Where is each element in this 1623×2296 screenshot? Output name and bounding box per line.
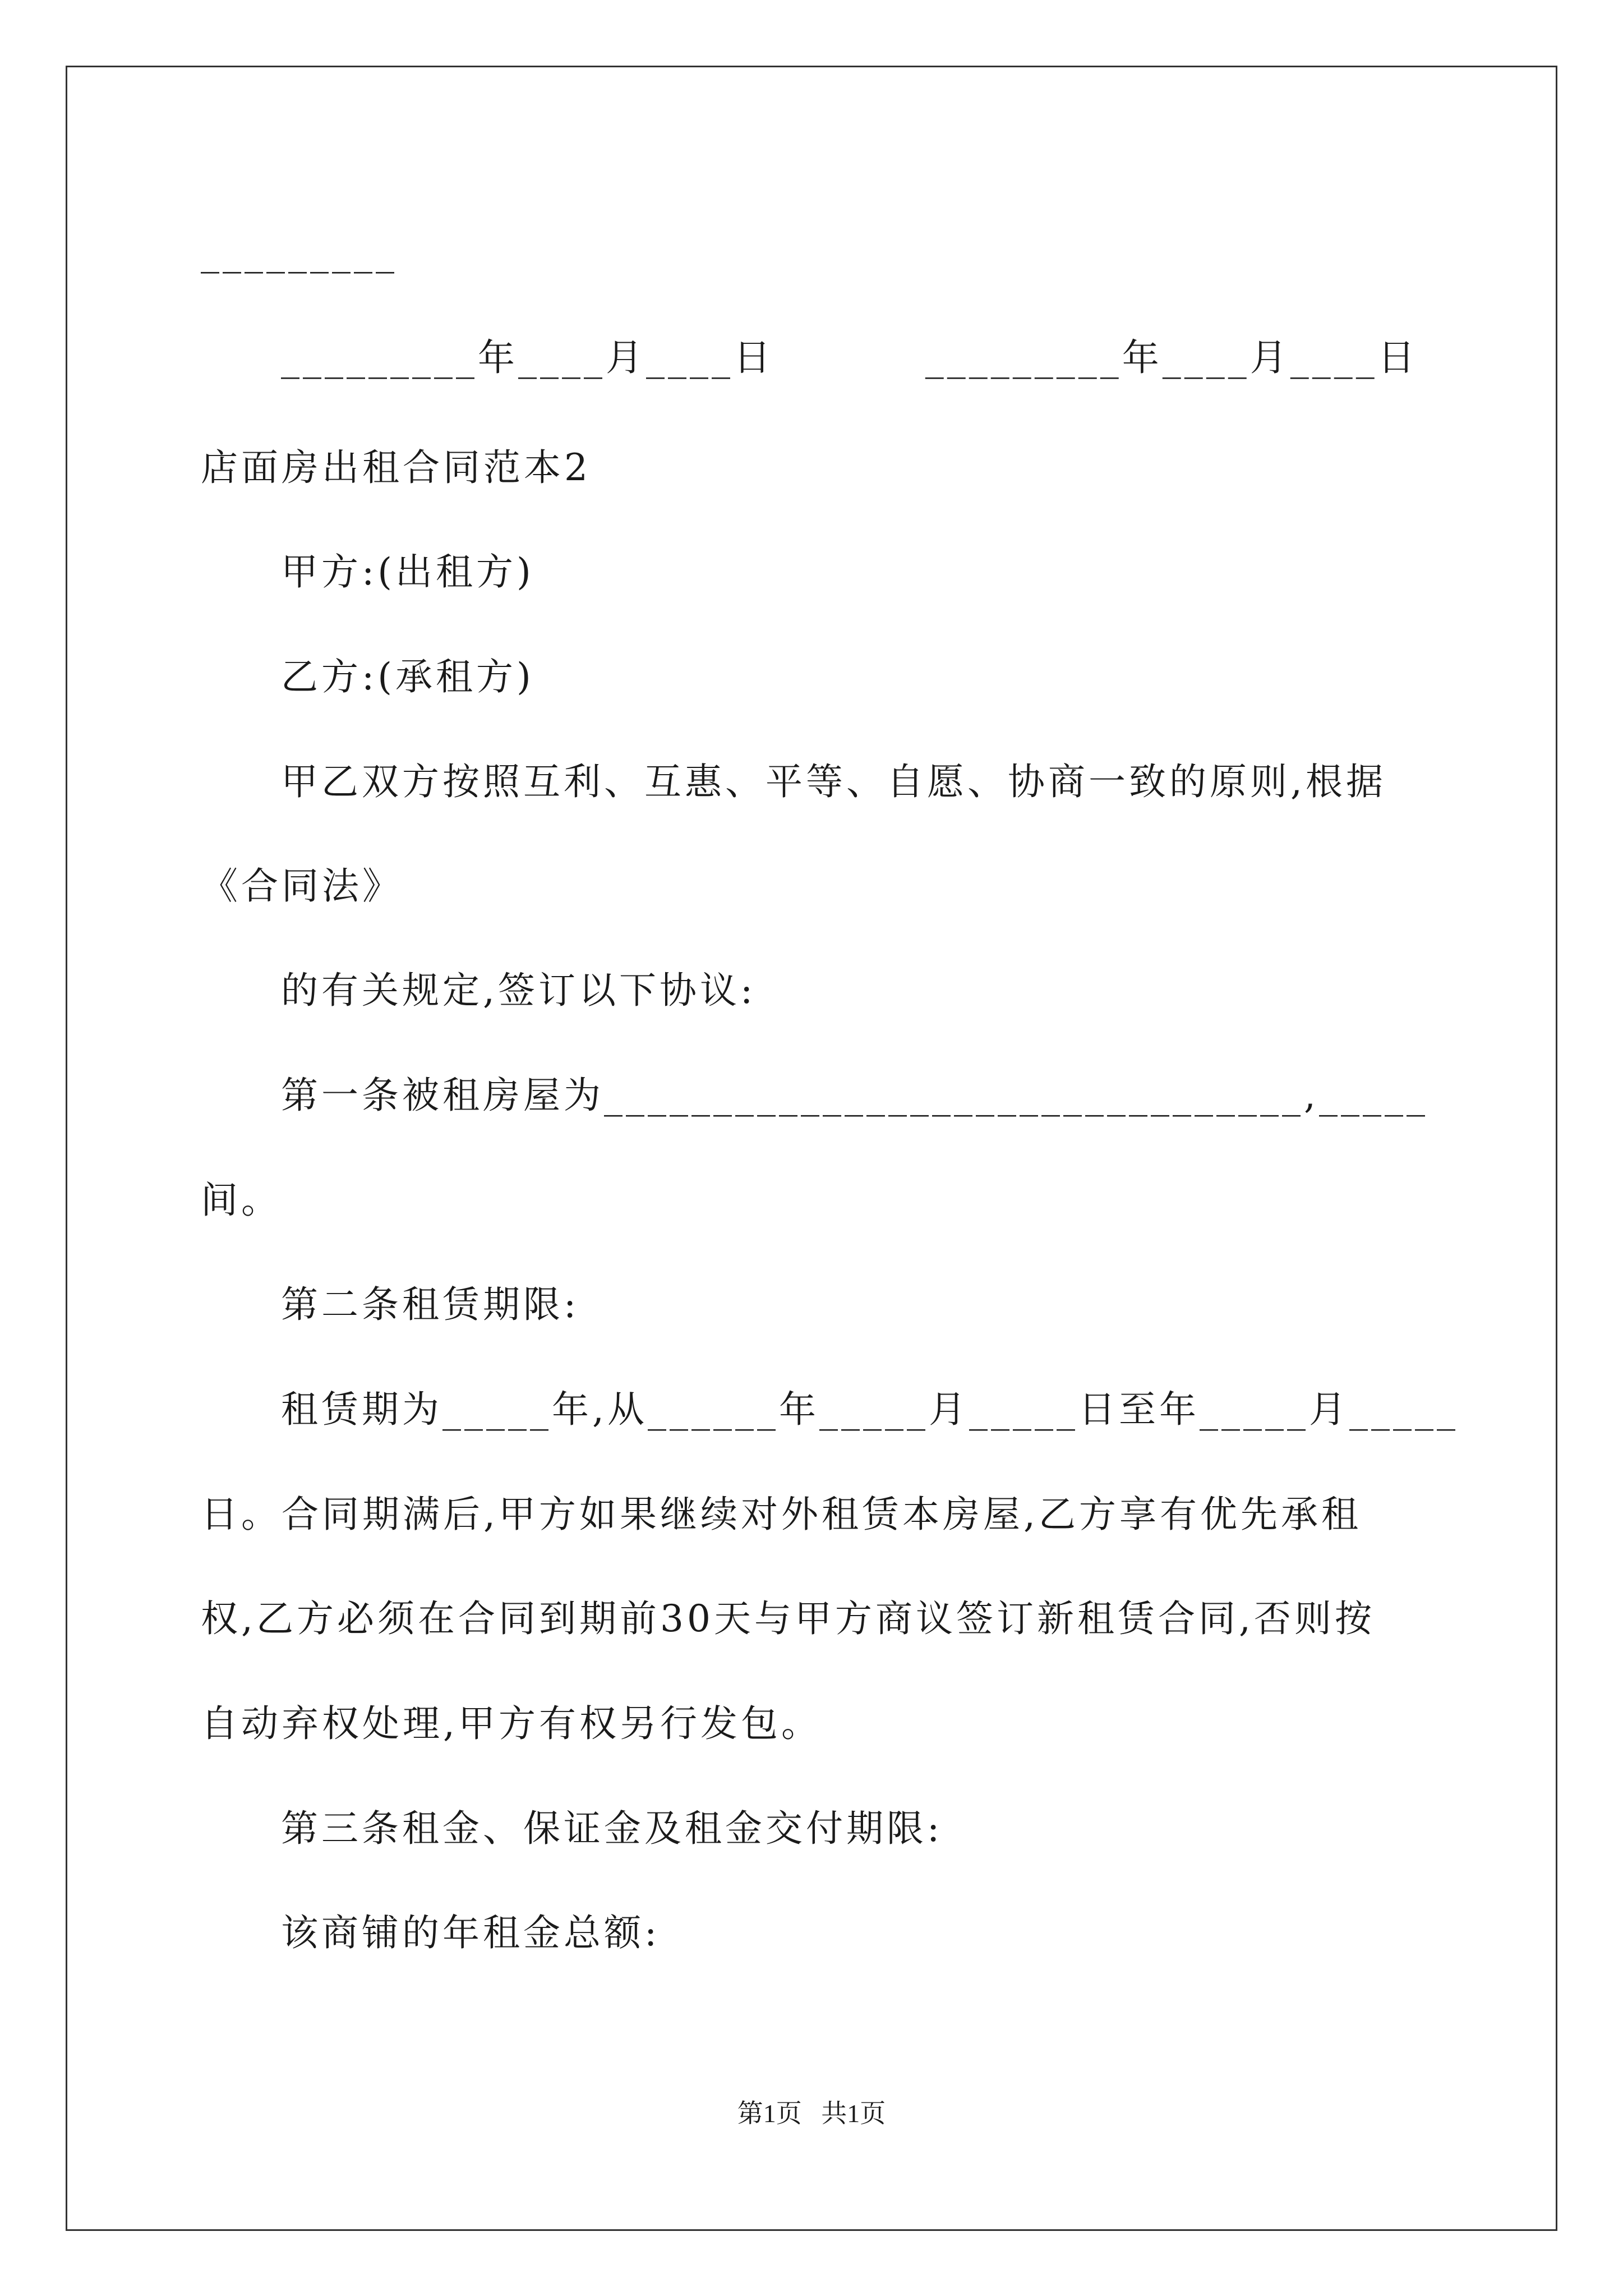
article-2-line-2: 日。合同期满后,甲方如果继续对外租赁本房屋,乙方享有优先承租 xyxy=(201,1493,1362,1536)
article-2-line-3: 权,乙方必须在合同到期前30天与甲方商议签订新租赁合同,否则按 xyxy=(201,1597,1375,1640)
party-b-line: 乙方:(承租方) xyxy=(281,655,534,698)
article-2-heading: 第二条租赁期限: xyxy=(281,1283,580,1326)
document-title: 店面房出租合同范本2 xyxy=(201,446,591,489)
article-2-line-1: 租赁期为_____年,从______年_____月_____日至年_____月_____ xyxy=(281,1388,1459,1431)
article-2-line-4: 自动弃权处理,甲方有权另行发包。 xyxy=(201,1702,822,1745)
signature-blank-line: _________ xyxy=(201,231,398,274)
party-a-line: 甲方:(出租方) xyxy=(281,550,534,593)
preamble-line-1: 甲乙双方按照互利、互惠、平等、自愿、协商一致的原则,根据 xyxy=(281,760,1386,803)
preamble-line-2: 《合同法》 xyxy=(201,864,403,908)
page-footer: 第1页 共1页 xyxy=(737,2099,886,2128)
article-1-line-1: 第一条被租房屋为________________________________,_____ xyxy=(281,1074,1428,1117)
article-1-line-2: 间。 xyxy=(201,1179,282,1222)
signature-date-line: _________年____月____日 _________年____月____日 xyxy=(281,336,1418,379)
preamble-line-3: 的有关规定,签订以下协议: xyxy=(281,969,757,1012)
article-3-line-1: 该商铺的年租金总额: xyxy=(281,1911,661,1954)
article-3-heading: 第三条租金、保证金及租金交付期限: xyxy=(281,1807,943,1850)
